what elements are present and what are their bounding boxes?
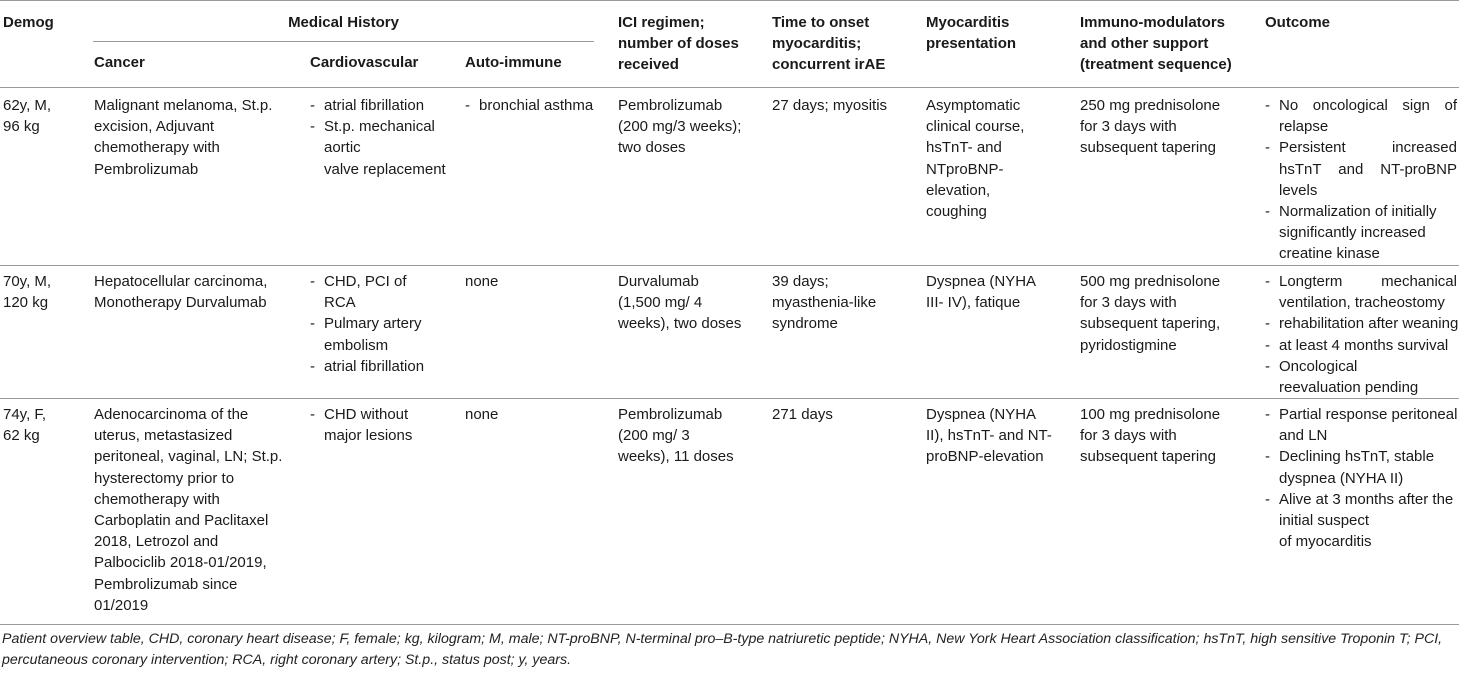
cell-line: - Pulmary artery bbox=[324, 315, 422, 333]
list-item bbox=[1265, 446, 1457, 488]
header-onset-line: concurrent irAE bbox=[772, 56, 886, 73]
cell-line: subsequent tapering bbox=[1080, 448, 1216, 466]
cell-ici-regimen bbox=[618, 404, 734, 468]
list-item bbox=[1265, 201, 1457, 265]
cell-line: - atrial fibrillation bbox=[324, 97, 425, 114]
cell-line: uterus, metastasized bbox=[94, 427, 233, 445]
list-item bbox=[310, 95, 446, 116]
cell-line: hysterectomy prior to bbox=[94, 469, 235, 487]
cell-line: - Persistent increased bbox=[1279, 139, 1457, 157]
cell-line: RCA bbox=[324, 294, 356, 312]
list-item bbox=[1265, 271, 1457, 313]
caption-line: percutaneous coronary intervention; RCA, right coronary artery; St.p., status post; y, years. bbox=[2, 652, 572, 668]
cell-line: weeks), 11 doses bbox=[618, 448, 734, 466]
header-onset-line: myocarditis; bbox=[772, 35, 862, 52]
header-ici-line: received bbox=[618, 56, 679, 73]
cell-presentation bbox=[926, 95, 1024, 222]
cell-line: Pembrolizumab bbox=[618, 97, 723, 114]
cell-immunomodulators bbox=[1080, 95, 1220, 159]
cell-line: 74y, F, bbox=[3, 406, 47, 423]
cell-ici-regimen bbox=[618, 271, 741, 335]
cell-line: (200 mg/ 3 bbox=[618, 427, 690, 445]
cell-line: Pembrolizumab bbox=[618, 406, 723, 423]
list-item bbox=[1265, 489, 1457, 553]
list-item bbox=[1265, 95, 1457, 137]
cell-line: hsTnT- and bbox=[926, 139, 1002, 157]
cell-line: Malignant melanoma, St.p. bbox=[94, 97, 273, 114]
cell-line: Durvalumab bbox=[618, 273, 699, 290]
cell-time-to-onset bbox=[772, 271, 876, 335]
cell-line: Dyspnea (NYHA bbox=[926, 406, 1037, 423]
cell-cancer bbox=[94, 95, 272, 180]
cell-line: 100 mg prednisolone bbox=[1080, 406, 1221, 423]
cell-line: proBNP-elevation bbox=[926, 448, 1044, 466]
cell-line: Monotherapy Durvalumab bbox=[94, 294, 267, 312]
cell-presentation bbox=[926, 271, 1036, 313]
header-outcome bbox=[1265, 12, 1330, 33]
cell-line: none bbox=[465, 406, 499, 423]
cell-line: 62y, M, bbox=[3, 97, 52, 114]
header-outcome-text: Outcome bbox=[1265, 14, 1331, 31]
cell-line: 120 kg bbox=[3, 294, 49, 312]
cell-line: significantly increased bbox=[1279, 224, 1426, 242]
header-cardiovascular bbox=[310, 52, 418, 73]
cell-line: coughing bbox=[926, 203, 987, 221]
header-ici-line: ICI regimen; bbox=[618, 14, 705, 31]
list-item bbox=[1265, 335, 1457, 356]
cell-presentation bbox=[926, 404, 1052, 468]
cell-immunomodulators bbox=[1080, 404, 1220, 468]
cell-line: 271 days bbox=[772, 406, 833, 423]
cell-ici-regimen bbox=[618, 95, 741, 159]
list-item bbox=[310, 404, 412, 446]
table-top-rule bbox=[0, 0, 1459, 1]
cell-line: Asymptomatic bbox=[926, 97, 1021, 114]
header-presentation-line: Myocarditis bbox=[926, 14, 1010, 31]
header-autoimmune-text: Auto-immune bbox=[465, 54, 562, 71]
cell-line: Hepatocellular carcinoma, bbox=[94, 273, 268, 290]
cell-line: and LN bbox=[1279, 427, 1328, 445]
list-item bbox=[1265, 404, 1457, 446]
cell-line: NTproBNP- bbox=[926, 160, 1004, 178]
header-cancer bbox=[94, 52, 145, 73]
cell-line: 2018, Letrozol and bbox=[94, 533, 219, 551]
cell-line: - No oncological sign of bbox=[1279, 97, 1457, 114]
cell-autoimmune bbox=[465, 271, 498, 292]
list-item bbox=[1265, 137, 1457, 201]
header-immuno-line: Immuno-modulators bbox=[1080, 14, 1225, 31]
cell-cardiovascular bbox=[310, 271, 424, 377]
header-onset-line: Time to onset bbox=[772, 14, 870, 31]
cell-line: weeks), two doses bbox=[618, 315, 742, 333]
cell-line: creatine kinase bbox=[1279, 245, 1380, 263]
cell-line: chemotherapy with bbox=[94, 139, 220, 157]
cell-line: levels bbox=[1279, 181, 1318, 199]
cell-line: excision, Adjuvant bbox=[94, 118, 215, 136]
cell-outcome bbox=[1265, 404, 1457, 552]
cell-line: none bbox=[465, 273, 499, 290]
cell-line: Pembrolizumab since bbox=[94, 575, 238, 593]
cell-line: II), hsTnT- and NT- bbox=[926, 427, 1052, 445]
cell-time-to-onset bbox=[772, 404, 833, 425]
header-ici-line: number of doses bbox=[618, 35, 739, 52]
list-item bbox=[310, 313, 424, 355]
cell-line: elevation, bbox=[926, 181, 991, 199]
header-immuno-line: and other support bbox=[1080, 35, 1209, 52]
cell-autoimmune bbox=[465, 95, 593, 116]
cell-cardiovascular bbox=[310, 95, 446, 180]
cell-line: (200 mg/3 weeks); bbox=[618, 118, 742, 136]
header-medical-history-text: Medical History bbox=[288, 14, 399, 31]
cell-line: 27 days; myositis bbox=[772, 97, 888, 114]
cell-line: III- IV), fatique bbox=[926, 294, 1021, 312]
list-item bbox=[310, 356, 424, 377]
cell-line: major lesions bbox=[324, 427, 413, 445]
header-medical-history bbox=[93, 12, 594, 33]
cell-line: - Oncological bbox=[1279, 357, 1358, 375]
cell-line: 500 mg prednisolone bbox=[1080, 273, 1221, 290]
cell-line: - Alive at 3 months after the bbox=[1279, 490, 1454, 508]
cell-line: - at least 4 months survival bbox=[1279, 336, 1449, 354]
cell-line: - Longterm mechanical bbox=[1279, 273, 1457, 290]
medical-history-rule bbox=[93, 41, 594, 42]
cell-line: - Declining hsTnT, stable bbox=[1279, 448, 1435, 466]
cell-line: - CHD without bbox=[324, 406, 409, 423]
cell-cancer bbox=[94, 271, 267, 313]
cell-line: 62 kg bbox=[3, 427, 40, 445]
cell-line: 70y, M, bbox=[3, 273, 52, 290]
row-2-bottom-rule bbox=[0, 398, 1459, 399]
cell-line: hsTnT and NT-proBNP bbox=[1279, 160, 1457, 178]
cell-time-to-onset bbox=[772, 95, 887, 116]
cell-line: aortic bbox=[324, 139, 361, 157]
cell-line: - bronchial asthma bbox=[479, 97, 594, 114]
cell-outcome bbox=[1265, 271, 1457, 398]
table-bottom-rule bbox=[0, 624, 1459, 625]
header-demog-text: Demog bbox=[3, 14, 54, 31]
cell-line: subsequent tapering, bbox=[1080, 315, 1221, 333]
cell-line: 96 kg bbox=[3, 118, 40, 136]
cell-line: - Normalization of initially bbox=[1279, 203, 1437, 221]
cell-line: subsequent tapering bbox=[1080, 139, 1216, 157]
cell-line: Pembrolizumab bbox=[94, 160, 199, 178]
cell-line: reevaluation pending bbox=[1279, 379, 1419, 397]
cell-outcome bbox=[1265, 95, 1457, 265]
cell-line: - rehabilitation after weaning bbox=[1279, 315, 1459, 333]
cell-line: - CHD, PCI of bbox=[324, 273, 407, 290]
header-autoimmune bbox=[465, 52, 562, 73]
header-ici-regimen bbox=[618, 12, 739, 75]
cell-autoimmune bbox=[465, 404, 498, 425]
cell-line: 250 mg prednisolone bbox=[1080, 97, 1221, 114]
cell-line: initial suspect bbox=[1279, 512, 1370, 530]
cell-line: two doses bbox=[618, 139, 686, 157]
cell-line: pyridostigmine bbox=[1080, 336, 1177, 354]
cell-line: (1,500 mg/ 4 bbox=[618, 294, 703, 312]
list-item bbox=[465, 95, 593, 116]
caption-line: Patient overview table, CHD, coronary heart disease; F, female; kg, kilogram; M, male; NT-proBNP, N-terminal pro–B-type natriuretic peptide; NYHA, New York Heart Association classification; hsTnT, high sensitive Troponin T; PCI, bbox=[2, 631, 1443, 647]
list-item bbox=[1265, 313, 1457, 334]
cell-line: myasthenia-like bbox=[772, 294, 877, 312]
cell-demog bbox=[3, 95, 51, 137]
header-presentation-line: presentation bbox=[926, 35, 1017, 52]
cell-line: for 3 days with bbox=[1080, 427, 1177, 445]
list-item bbox=[1265, 356, 1457, 398]
header-cardiovascular-text: Cardiovascular bbox=[310, 54, 419, 71]
header-bottom-rule bbox=[0, 87, 1459, 88]
cell-line: - St.p. mechanical bbox=[324, 118, 435, 136]
cell-line: Dyspnea (NYHA bbox=[926, 273, 1037, 290]
cell-line: valve replacement bbox=[324, 160, 446, 178]
cell-line: chemotherapy with bbox=[94, 490, 220, 508]
cell-immunomodulators bbox=[1080, 271, 1220, 356]
table-caption bbox=[2, 629, 1457, 671]
cell-line: relapse bbox=[1279, 118, 1329, 136]
list-item bbox=[310, 271, 424, 313]
header-immunomodulators bbox=[1080, 12, 1232, 75]
cell-line: peritoneal, vaginal, LN; St.p. bbox=[94, 448, 283, 466]
cell-line: - atrial fibrillation bbox=[324, 357, 425, 375]
header-presentation bbox=[926, 12, 1016, 54]
cell-line: dyspnea (NYHA II) bbox=[1279, 469, 1404, 487]
cell-line: - Partial response peritoneal bbox=[1279, 406, 1458, 423]
cell-line: syndrome bbox=[772, 315, 838, 333]
header-cancer-text: Cancer bbox=[94, 54, 145, 71]
cell-line: of myocarditis bbox=[1279, 533, 1372, 551]
header-immuno-line: (treatment sequence) bbox=[1080, 56, 1232, 73]
header-demog bbox=[3, 12, 54, 33]
row-1-bottom-rule bbox=[0, 265, 1459, 266]
list-item bbox=[310, 116, 446, 180]
cell-demog bbox=[3, 404, 46, 446]
header-time-to-onset bbox=[772, 12, 885, 75]
cell-line: 01/2019 bbox=[94, 596, 149, 614]
cell-line: Adenocarcinoma of the bbox=[94, 406, 249, 423]
cell-cardiovascular bbox=[310, 404, 412, 446]
cell-line: for 3 days with bbox=[1080, 118, 1177, 136]
cell-line: clinical course, bbox=[926, 118, 1025, 136]
cell-line: 39 days; bbox=[772, 273, 829, 290]
cell-line: ventilation, tracheostomy bbox=[1279, 294, 1445, 312]
cell-cancer bbox=[94, 404, 282, 616]
cell-line: Carboplatin and Paclitaxel bbox=[94, 512, 269, 530]
cell-line: for 3 days with bbox=[1080, 294, 1177, 312]
cell-demog bbox=[3, 271, 51, 313]
cell-line: Palbociclib 2018-01/2019, bbox=[94, 554, 267, 572]
cell-line: embolism bbox=[324, 336, 389, 354]
